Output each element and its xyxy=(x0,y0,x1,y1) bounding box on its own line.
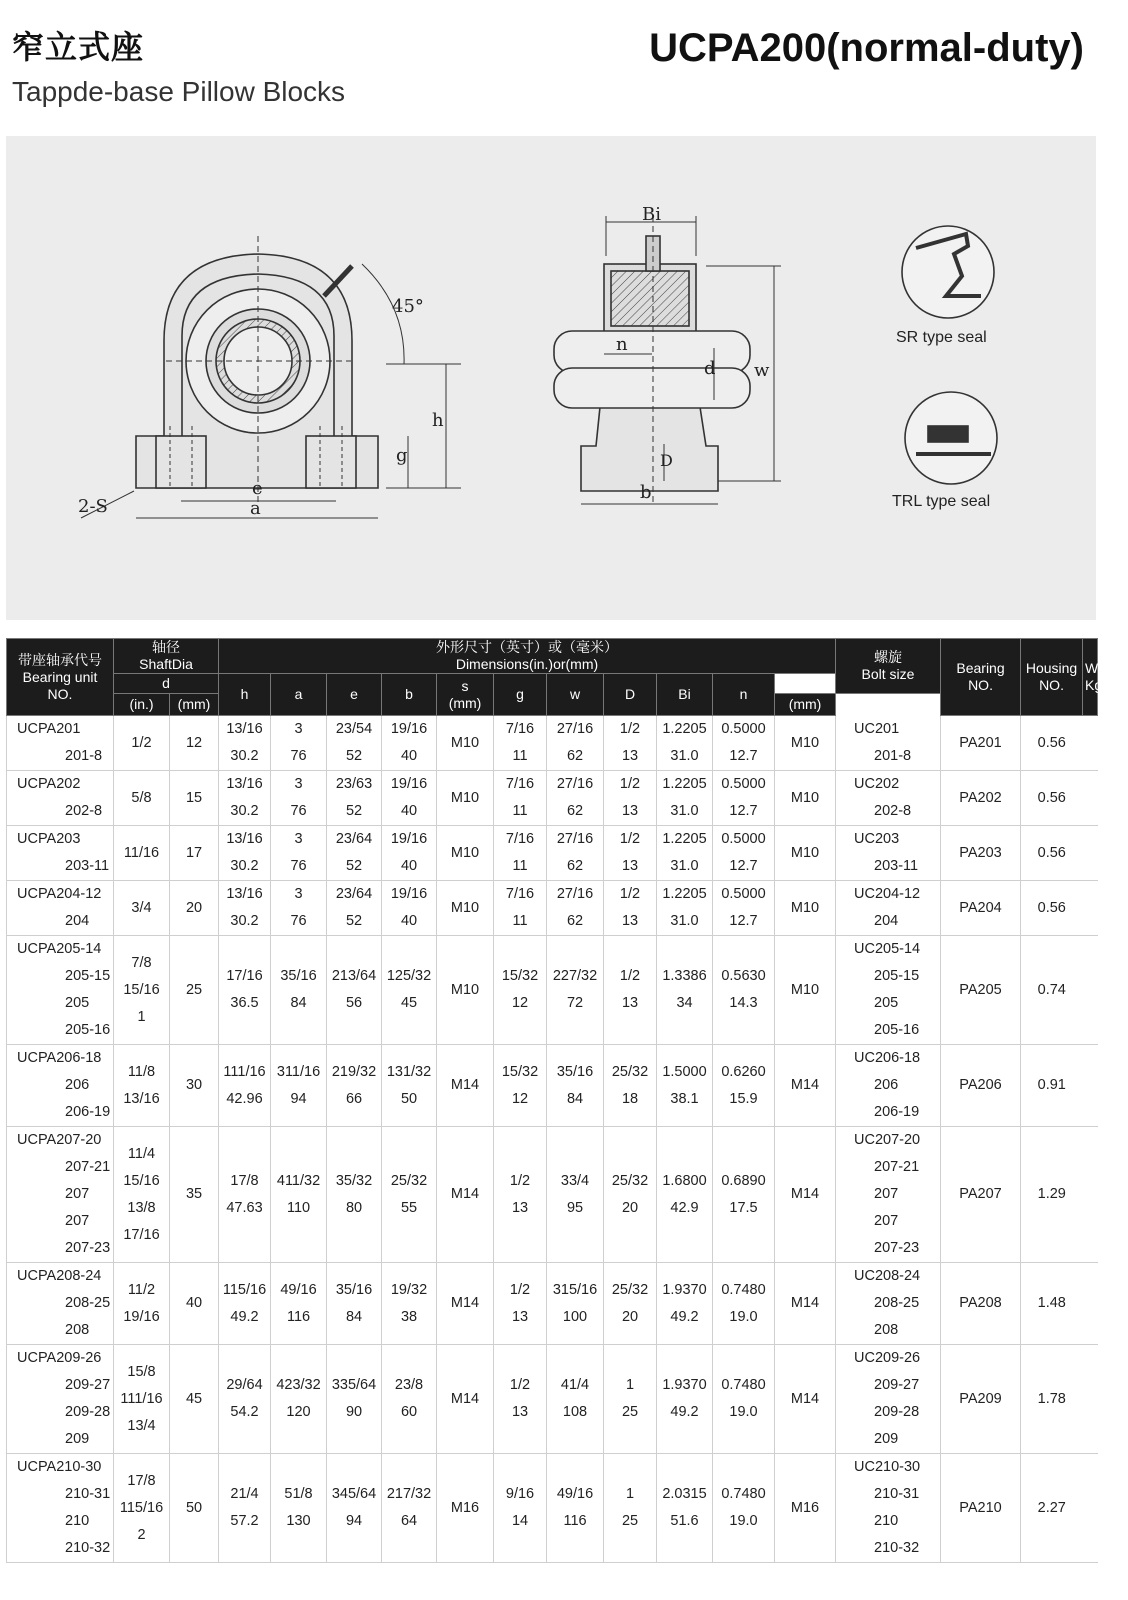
cell-b: 131/32 50 xyxy=(382,1045,437,1127)
table-row xyxy=(7,716,1098,771)
table-row xyxy=(7,771,1098,826)
cell-a: 3 76 xyxy=(271,881,327,936)
seal-details xyxy=(902,226,997,484)
cell-b: 217/32 64 xyxy=(382,1454,437,1563)
cell-w: 27/16 62 xyxy=(547,826,604,881)
cell-g: 7/16 11 xyxy=(494,771,547,826)
table-row xyxy=(7,1345,1098,1454)
col-Bi: Bi xyxy=(657,674,713,716)
cell-weight: 0.56 xyxy=(1021,771,1083,826)
col-bolt-size: 螺旋 Bolt size xyxy=(836,639,941,694)
cell-g: 9/16 14 xyxy=(494,1454,547,1563)
s-label: 2-S xyxy=(78,496,108,517)
cell-in: 11/4 15/16 13/8 17/16 xyxy=(114,1127,170,1263)
cell-no: UCPA201 201-8 xyxy=(7,716,114,771)
cell-h: 115/16 49.2 xyxy=(219,1263,271,1345)
cell-w: 41/4 108 xyxy=(547,1345,604,1454)
col-dimensions: 外形尺寸（英寸）或（毫米） Dimensions(in.)or(mm) xyxy=(219,639,836,674)
col-housing-no: Housing NO. xyxy=(1021,639,1083,716)
cell-g: 7/16 11 xyxy=(494,716,547,771)
cell-in: 17/8 115/16 2 xyxy=(114,1454,170,1563)
cell-e: 335/64 90 xyxy=(327,1345,382,1454)
table-row xyxy=(7,826,1098,881)
cell-no: UCPA202 202-8 xyxy=(7,771,114,826)
cell-weight: 0.56 xyxy=(1021,826,1083,881)
col-w: w xyxy=(547,674,604,716)
cell-bearing: UC209-26 209-27 209-28 209 xyxy=(836,1345,941,1454)
cell-a: 3 76 xyxy=(271,826,327,881)
cell-no: UCPA206-18 206 206-19 xyxy=(7,1045,114,1127)
col-g: g xyxy=(494,674,547,716)
cell-d: 1/2 13 xyxy=(604,881,657,936)
cell-e: 35/32 80 xyxy=(327,1127,382,1263)
cell-w: 27/16 62 xyxy=(547,716,604,771)
cell-w: 27/16 62 xyxy=(547,771,604,826)
cell-n: 0.5000 12.7 xyxy=(713,881,775,936)
cell-bolt: M10 xyxy=(775,936,836,1045)
cell-mm: 25 xyxy=(170,936,219,1045)
cell-b: 19/16 40 xyxy=(382,771,437,826)
cell-no: UCPA204-12 204 xyxy=(7,881,114,936)
cell-mm: 12 xyxy=(170,716,219,771)
cell-mm: 50 xyxy=(170,1454,219,1563)
table-row xyxy=(7,1263,1098,1345)
cell-s: M14 xyxy=(437,1045,494,1127)
cell-no: UCPA208-24 208-25 208 xyxy=(7,1263,114,1345)
cell-s: M10 xyxy=(437,826,494,881)
cell-in: 3/4 xyxy=(114,881,170,936)
e-label: e xyxy=(252,478,263,499)
cell-mm: 20 xyxy=(170,881,219,936)
cell-no: UCPA203 203-11 xyxy=(7,826,114,881)
col-d: d xyxy=(114,674,219,694)
dimensions-table xyxy=(6,638,1128,1563)
cell-no: UCPA207-20 207-21 207 207 207-23 xyxy=(7,1127,114,1263)
cell-a: 311/16 94 xyxy=(271,1045,327,1127)
cell-a: 411/32 110 xyxy=(271,1127,327,1263)
cell-n: 0.6260 15.9 xyxy=(713,1045,775,1127)
col-e: e xyxy=(327,674,382,716)
cell-g: 7/16 11 xyxy=(494,881,547,936)
cell-bolt: M14 xyxy=(775,1263,836,1345)
cell-mm: 17 xyxy=(170,826,219,881)
cell-b: 23/8 60 xyxy=(382,1345,437,1454)
cell-housing: PA204 xyxy=(941,881,1021,936)
cell-d: 25/32 18 xyxy=(604,1045,657,1127)
cell-bearing: UC205-14 205-15 205 205-16 xyxy=(836,936,941,1045)
cell-housing: PA201 xyxy=(941,716,1021,771)
cell-g: 1/2 13 xyxy=(494,1263,547,1345)
cell-housing: PA203 xyxy=(941,826,1021,881)
cell-d: 25/32 20 xyxy=(604,1263,657,1345)
cell-in: 11/2 19/16 xyxy=(114,1263,170,1345)
cell-s: M14 xyxy=(437,1263,494,1345)
cell-g: 1/2 13 xyxy=(494,1127,547,1263)
cell-mm: 40 xyxy=(170,1263,219,1345)
cell-s: M10 xyxy=(437,771,494,826)
cell-b: 19/16 40 xyxy=(382,826,437,881)
cell-n: 0.5630 14.3 xyxy=(713,936,775,1045)
cell-h: 13/16 30.2 xyxy=(219,826,271,881)
table-row xyxy=(7,1045,1098,1127)
col-bearing-unit: 带座轴承代号 Bearing unit NO. xyxy=(7,639,114,716)
cell-s: M16 xyxy=(437,1454,494,1563)
cell-bolt: M10 xyxy=(775,881,836,936)
cell-d: 1/2 13 xyxy=(604,771,657,826)
page-title-en: Tappde-base Pillow Blocks xyxy=(12,76,346,107)
cell-weight: 0.56 xyxy=(1021,716,1083,771)
cell-bi: 1.2205 31.0 xyxy=(657,881,713,936)
cell-bearing: UC201 201-8 xyxy=(836,716,941,771)
cell-h: 29/64 54.2 xyxy=(219,1345,271,1454)
cell-in: 1/2 xyxy=(114,716,170,771)
cell-h: 13/16 30.2 xyxy=(219,881,271,936)
col-n: n xyxy=(713,674,775,716)
cell-housing: PA209 xyxy=(941,1345,1021,1454)
col-shaft-dia: 轴径 ShaftDia xyxy=(114,639,219,674)
cell-housing: PA202 xyxy=(941,771,1021,826)
cell-bearing: UC208-24 208-25 208 xyxy=(836,1263,941,1345)
cell-a: 3 76 xyxy=(271,716,327,771)
cell-g: 7/16 11 xyxy=(494,826,547,881)
cell-s: M10 xyxy=(437,716,494,771)
cell-bolt: M16 xyxy=(775,1454,836,1563)
cell-mm: 15 xyxy=(170,771,219,826)
cell-a: 49/16 116 xyxy=(271,1263,327,1345)
cell-a: 3 76 xyxy=(271,771,327,826)
cell-bi: 1.5000 38.1 xyxy=(657,1045,713,1127)
cell-h: 17/16 36.5 xyxy=(219,936,271,1045)
cell-b: 19/32 38 xyxy=(382,1263,437,1345)
cell-n: 0.5000 12.7 xyxy=(713,716,775,771)
n-label: n xyxy=(616,334,628,355)
cell-bolt: M10 xyxy=(775,826,836,881)
cell-no: UCPA209-26 209-27 209-28 209 xyxy=(7,1345,114,1454)
col-in: (in.) xyxy=(114,694,170,716)
a-label: a xyxy=(250,498,261,519)
cell-e: 219/32 66 xyxy=(327,1045,382,1127)
cell-no: UCPA210-30 210-31 210 210-32 xyxy=(7,1454,114,1563)
cell-s: M14 xyxy=(437,1345,494,1454)
cell-b: 19/16 40 xyxy=(382,716,437,771)
cell-bearing: UC207-20 207-21 207 207 207-23 xyxy=(836,1127,941,1263)
cell-bi: 2.0315 51.6 xyxy=(657,1454,713,1563)
cell-bearing: UC210-30 210-31 210 210-32 xyxy=(836,1454,941,1563)
cell-housing: PA206 xyxy=(941,1045,1021,1127)
cell-w: 315/16 100 xyxy=(547,1263,604,1345)
cell-bolt: M10 xyxy=(775,716,836,771)
cell-h: 111/16 42.96 xyxy=(219,1045,271,1127)
bi-label: Bi xyxy=(642,204,661,225)
cell-w: 27/16 62 xyxy=(547,881,604,936)
cell-housing: PA205 xyxy=(941,936,1021,1045)
cell-e: 213/64 56 xyxy=(327,936,382,1045)
cell-e: 23/64 52 xyxy=(327,881,382,936)
page-title-cn: 窄立式座 xyxy=(12,29,145,65)
cell-in: 11/8 13/16 xyxy=(114,1045,170,1127)
col-bolt-mm: (mm) xyxy=(775,694,836,716)
cell-bi: 1.2205 31.0 xyxy=(657,826,713,881)
cell-n: 0.5000 12.7 xyxy=(713,771,775,826)
cell-weight: 2.27 xyxy=(1021,1454,1083,1563)
cell-d: 1 25 xyxy=(604,1345,657,1454)
cell-d: 1 25 xyxy=(604,1454,657,1563)
cell-bi: 1.3386 34 xyxy=(657,936,713,1045)
cell-bearing: UC203 203-11 xyxy=(836,826,941,881)
cell-in: 7/8 15/16 1 xyxy=(114,936,170,1045)
cell-bi: 1.9370 49.2 xyxy=(657,1263,713,1345)
pillow-block-drawing xyxy=(6,136,1096,620)
trl-seal-label: TRL type seal xyxy=(892,493,991,510)
col-h: h xyxy=(219,674,271,716)
cell-mm: 30 xyxy=(170,1045,219,1127)
sr-seal-label: SR type seal xyxy=(896,329,987,346)
model-title: UCPA200(normal-duty) xyxy=(649,26,1084,70)
cell-no: UCPA205-14 205-15 205 205-16 xyxy=(7,936,114,1045)
cell-housing: PA207 xyxy=(941,1127,1021,1263)
front-view xyxy=(81,236,461,518)
cell-n: 0.5000 12.7 xyxy=(713,826,775,881)
cell-g: 15/32 12 xyxy=(494,936,547,1045)
cell-g: 15/32 12 xyxy=(494,1045,547,1127)
cell-b: 25/32 55 xyxy=(382,1127,437,1263)
col-s: s (mm) xyxy=(437,674,494,716)
cell-bearing: UC204-12 204 xyxy=(836,881,941,936)
cell-n: 0.7480 19.0 xyxy=(713,1263,775,1345)
cell-w: 49/16 116 xyxy=(547,1454,604,1563)
cell-bi: 1.6800 42.9 xyxy=(657,1127,713,1263)
cell-bi: 1.2205 31.0 xyxy=(657,771,713,826)
technical-drawing xyxy=(6,136,1096,620)
col-bearing-no: Bearing NO. xyxy=(941,639,1021,716)
cell-e: 23/64 52 xyxy=(327,826,382,881)
table-row xyxy=(7,1127,1098,1263)
cell-h: 21/4 57.2 xyxy=(219,1454,271,1563)
cell-h: 17/8 47.63 xyxy=(219,1127,271,1263)
cell-housing: PA208 xyxy=(941,1263,1021,1345)
cell-weight: 1.48 xyxy=(1021,1263,1083,1345)
cell-w: 227/32 72 xyxy=(547,936,604,1045)
col-b: b xyxy=(382,674,437,716)
cell-d: 1/2 13 xyxy=(604,936,657,1045)
d-label: d xyxy=(704,358,716,379)
cell-h: 13/16 30.2 xyxy=(219,771,271,826)
cell-n: 0.7480 19.0 xyxy=(713,1454,775,1563)
D-label: D xyxy=(660,451,673,470)
cell-w: 35/16 84 xyxy=(547,1045,604,1127)
cell-d: 1/2 13 xyxy=(604,716,657,771)
cell-b: 19/16 40 xyxy=(382,881,437,936)
cell-mm: 45 xyxy=(170,1345,219,1454)
cell-bolt: M14 xyxy=(775,1045,836,1127)
cell-bolt: M14 xyxy=(775,1127,836,1263)
cell-in: 15/8 111/16 13/4 xyxy=(114,1345,170,1454)
w-label: w xyxy=(754,360,770,381)
cell-g: 1/2 13 xyxy=(494,1345,547,1454)
g-label: g xyxy=(396,445,408,466)
cell-n: 0.6890 17.5 xyxy=(713,1127,775,1263)
angle-label: 45° xyxy=(392,296,424,317)
cell-d: 25/32 20 xyxy=(604,1127,657,1263)
cell-housing: PA210 xyxy=(941,1454,1021,1563)
cell-b: 125/32 45 xyxy=(382,936,437,1045)
cell-e: 23/63 52 xyxy=(327,771,382,826)
cell-in: 5/8 xyxy=(114,771,170,826)
col-a: a xyxy=(271,674,327,716)
cell-e: 23/54 52 xyxy=(327,716,382,771)
cell-e: 345/64 94 xyxy=(327,1454,382,1563)
cell-a: 423/32 120 xyxy=(271,1345,327,1454)
cell-a: 35/16 84 xyxy=(271,936,327,1045)
cell-s: M10 xyxy=(437,881,494,936)
cell-weight: 1.29 xyxy=(1021,1127,1083,1263)
cell-bearing: UC202 202-8 xyxy=(836,771,941,826)
b-label: b xyxy=(640,482,652,503)
cell-weight: 0.91 xyxy=(1021,1045,1083,1127)
cell-bi: 1.9370 49.2 xyxy=(657,1345,713,1454)
cell-weight: 0.56 xyxy=(1021,881,1083,936)
col-D: D xyxy=(604,674,657,716)
h-label: h xyxy=(432,410,444,431)
cell-in: 11/16 xyxy=(114,826,170,881)
cell-mm: 35 xyxy=(170,1127,219,1263)
cell-h: 13/16 30.2 xyxy=(219,716,271,771)
table-row xyxy=(7,1454,1098,1563)
table-row xyxy=(7,936,1098,1045)
cell-bolt: M14 xyxy=(775,1345,836,1454)
cell-d: 1/2 13 xyxy=(604,826,657,881)
cell-weight: 0.74 xyxy=(1021,936,1083,1045)
cell-s: M10 xyxy=(437,936,494,1045)
cell-s: M14 xyxy=(437,1127,494,1263)
cell-w: 33/4 95 xyxy=(547,1127,604,1263)
cell-a: 51/8 130 xyxy=(271,1454,327,1563)
table-row xyxy=(7,881,1098,936)
cell-bolt: M10 xyxy=(775,771,836,826)
cell-n: 0.7480 19.0 xyxy=(713,1345,775,1454)
cell-bearing: UC206-18 206 206-19 xyxy=(836,1045,941,1127)
col-weight: Weight Kg/pc xyxy=(1083,639,1098,716)
cell-bi: 1.2205 31.0 xyxy=(657,716,713,771)
cell-e: 35/16 84 xyxy=(327,1263,382,1345)
cell-weight: 1.78 xyxy=(1021,1345,1083,1454)
col-mm: (mm) xyxy=(170,694,219,716)
